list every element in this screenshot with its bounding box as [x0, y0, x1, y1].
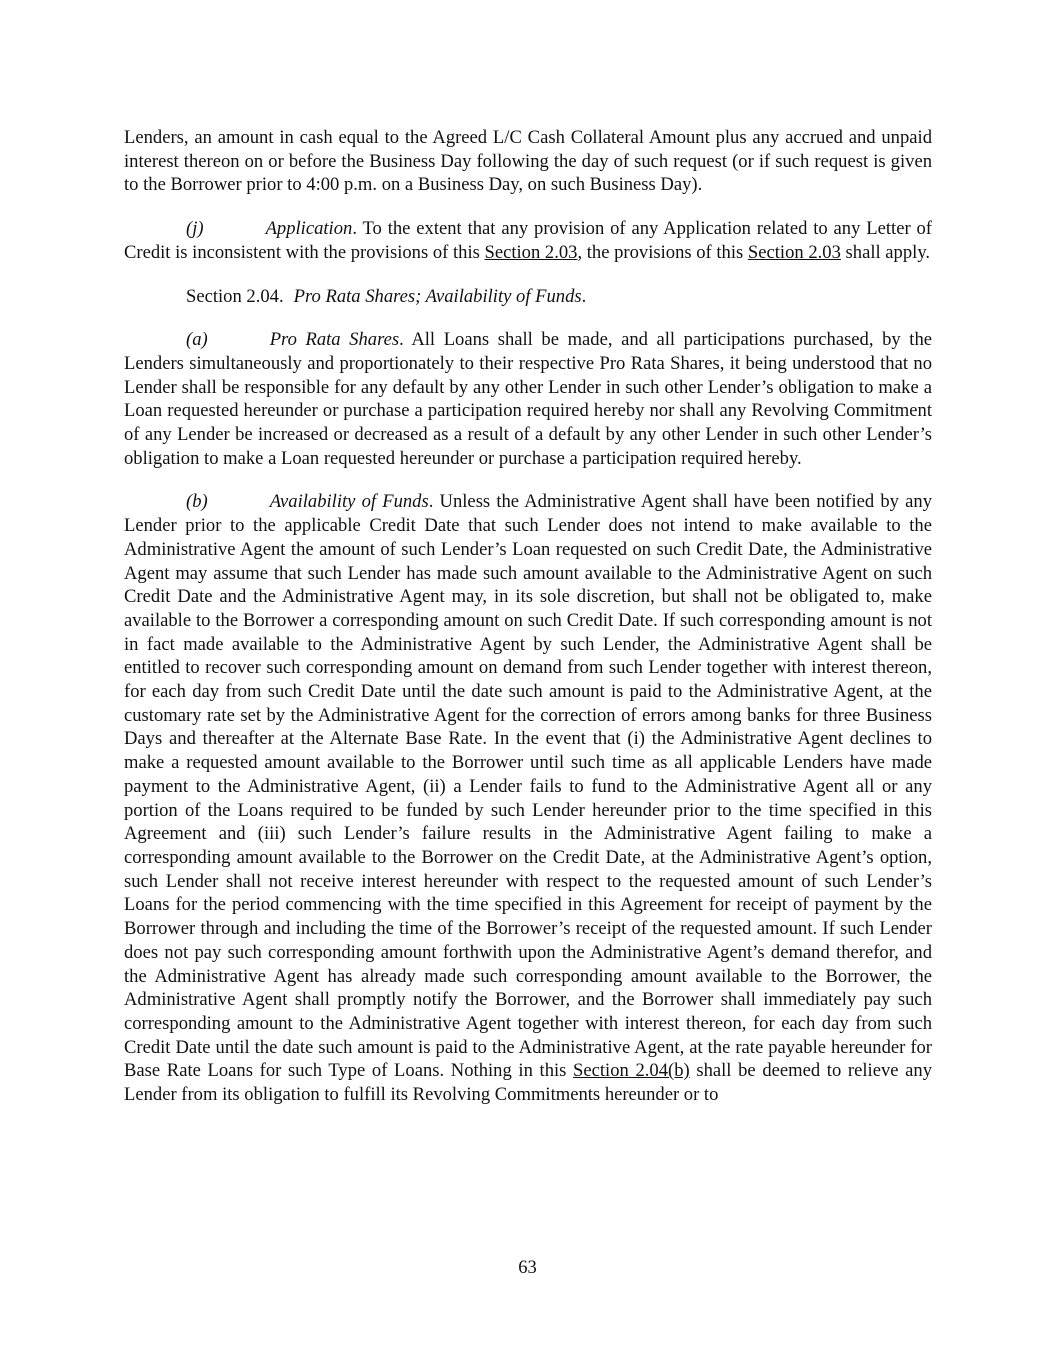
paragraph-j-number: (j)	[186, 218, 204, 240]
section-title-end: .	[581, 285, 587, 307]
paragraph-b-number: (b)	[186, 491, 208, 513]
paragraph-j-text-3: shall apply.	[840, 241, 931, 263]
paragraph-j	[124, 217, 932, 264]
continuation-paragraph	[124, 126, 932, 197]
section-2-03-reference-2: Section 2.03	[747, 241, 841, 263]
paragraph-b-text-1: . Unless the Administrative Agent shall have been notified by any Lender prior to the applicable Credit Date that such Lender does not intend to make available to the Administrative Agent the amount of such Lender’s Loan requested on such Credit Date, the Administrative Agent may assume that such Lender has made such amount available to the Administrative Agent on such Credit Date and the Administrative Agent may, in its sole discretion, but shall not be obligated to, make available to the Borrower a corresponding amount on such Credit Date. If such corresponding amount is not in fact made available to the Administrative Agent by such Lender, the Administrative Agent shall be entitled to recover such corresponding amount on demand from such Lender together with interest thereon, for each day from such Credit Date until the date such amount is paid to the Administrative Agent, at the customary rate set by the Administrative Agent for the correction of errors among banks for three Business Days and thereafter at the Alternate Base Rate. In the event that (i) the Administrative Agent declines to make a requested amount available to the Borrower until such time as all applicable Lenders have made payment to the Administrative Agent, (ii) a Lender fails to fund to the Administrative Agent all or any portion of the Loans required to be funded by such Lender hereunder prior to the time specified in this Agreement and (iii) such Lender’s failure results in the Administrative Agent failing to make a corresponding amount available to the Borrower on the Credit Date, at the Administrative Agent’s option, such Lender shall not receive interest hereunder with respect to the requested amount of such Lender’s Loans for the period commencing with the time specified in this Agreement for receipt of payment by the Borrower through and including the time of the Borrower’s receipt of the requested amount. If such Lender does not pay such corresponding amount forthwith upon the Administrative Agent’s demand therefor, and the Administrative Agent has already made such corresponding amount available to the Borrower, the Administrative Agent shall promptly notify the Borrower, and the Borrower shall immediately pay such corresponding amount to the Administrative Agent together with interest thereon, for each day from such Credit Date until the date such amount is paid to the Administrative Agent, at the rate payable hereunder for Base Rate Loans for such Type of Loans. Nothing in this	[124, 491, 932, 1082]
section-2-04b-reference: Section 2.04(b)	[573, 1060, 690, 1082]
section-2-03-reference-1: Section 2.03	[484, 241, 578, 263]
paragraph-gap	[124, 308, 932, 328]
paragraph-b	[124, 490, 932, 1106]
paragraph-a-title: Pro Rata Shares	[269, 329, 400, 351]
paragraph-a-text: . All Loans shall be made, and all participations purchased, by the Lenders simultaneously and proportionately to their respective Pro Rata Shares, it being understood that no Lender shall be responsible for any default by any other Lender in such other Lender’s obligation to make a Loan requested hereunder or purchase a participation required hereby nor shall any Revolving Commitment of any Lender be increased or decreased as a result of a default by any other Lender in such other Lender’s obligation to make a Loan requested hereunder or purchase a participation required hereby.	[124, 329, 932, 469]
continuation-text: Lenders, an amount in cash equal to the Agreed L/C Cash Collateral Amount plus any accrued and unpaid interest thereon on or before the Business Day following the day of such request (or if such request is given to the Borrower prior to 4:00 p.m. on a Business Day, on such Business Day).	[124, 127, 932, 196]
document-page	[124, 126, 932, 1107]
paragraph-b-text-2: shall be deemed to relieve any Lender from its obligation to fulfill its Revolving Commitments hereunder or to	[124, 1060, 933, 1106]
paragraph-j-text-1: . To the extent that any provision of any Application related to any Letter of Credit is inconsistent with the provisions of this	[124, 218, 932, 263]
paragraph-j-text-2: , the provisions of this	[577, 241, 748, 263]
paragraph-j-title: Application	[265, 218, 353, 240]
paragraph-b-title: Availability of Funds	[269, 491, 429, 513]
section-heading	[124, 285, 932, 309]
paragraph-gap	[124, 470, 932, 490]
section-number: Section 2.04.	[186, 285, 284, 307]
paragraph-a	[124, 328, 932, 470]
page-number: 63	[518, 1257, 537, 1278]
paragraph-gap	[124, 197, 932, 217]
paragraph-a-number: (a)	[186, 329, 208, 351]
paragraph-gap	[124, 265, 932, 285]
section-title: Pro Rata Shares; Availability of Funds	[293, 285, 582, 307]
